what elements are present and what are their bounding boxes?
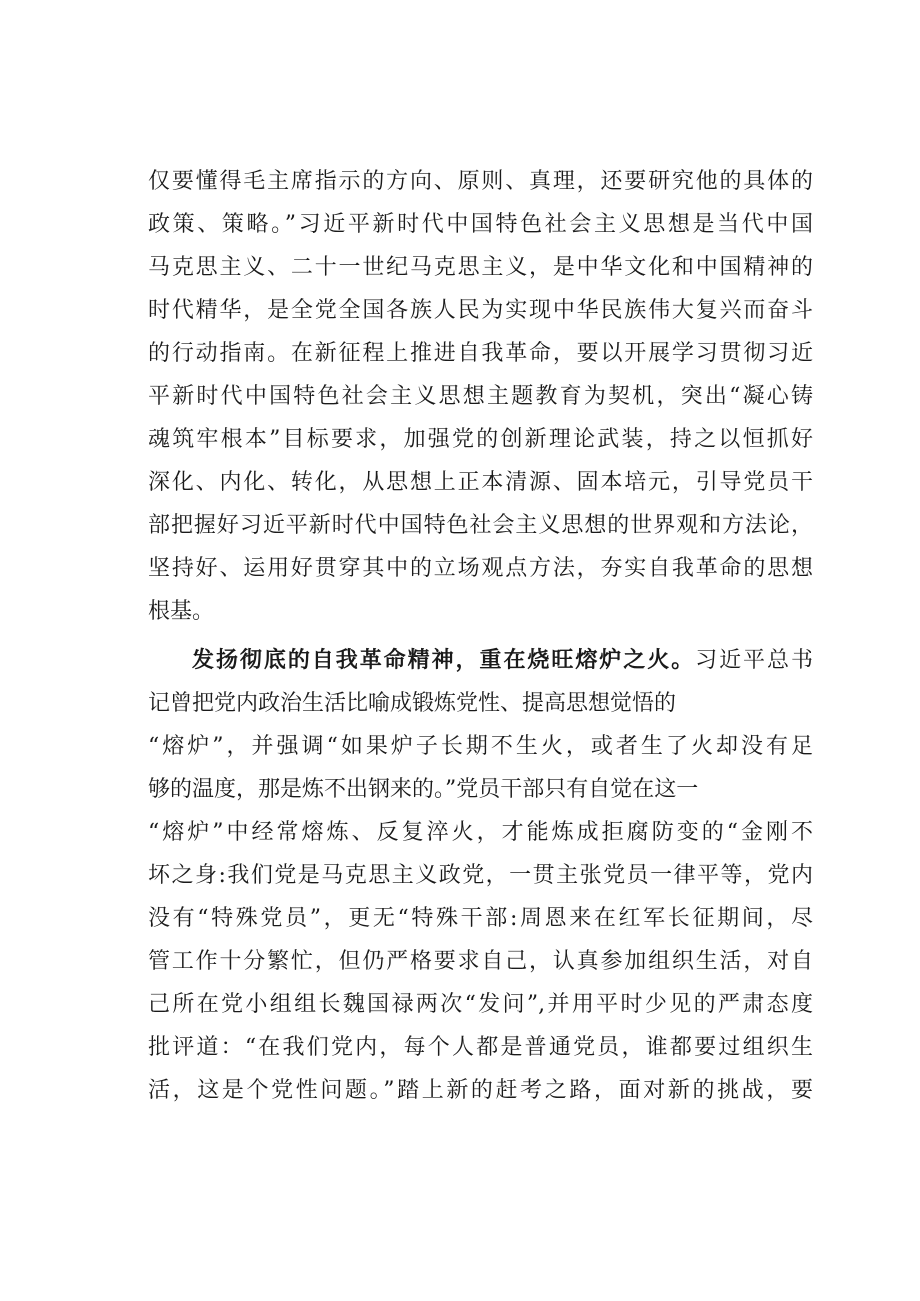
text-line: “熔炉”中经常熔炼、反复淬火，才能炼成拒腐防变的“金刚不 xyxy=(148,820,813,845)
paragraph xyxy=(148,639,813,1112)
paragraph xyxy=(148,160,813,633)
text-line: 深化、内化、转化，从思想上正本清源、固本培元，引导党员干 xyxy=(148,470,813,495)
text-line: 的行动指南。在新征程上推进自我革命，要以开展学习贯彻习近 xyxy=(148,341,813,366)
text-line: “熔炉”，并强调“如果炉子长期不生火，或者生了火却没有足 xyxy=(148,734,813,759)
paragraph-heading: 发扬彻底的自我革命精神，重在烧旺熔炉之火。 xyxy=(192,648,696,673)
text-line: 记曾把党内政治生活比喻成锻炼党性、提高思想觉悟的 xyxy=(148,691,677,716)
text-line: 根基。 xyxy=(148,599,215,624)
text-line: 平新时代中国特色社会主义思想主题教育为契机，突出“凝心铸 xyxy=(148,384,813,409)
text-line: 批评道：“在我们党内，每个人都是普通党员，谁都要过组织生 xyxy=(148,1035,813,1060)
paragraph-first-line xyxy=(148,639,813,682)
text-line: 部把握好习近平新时代中国特色社会主义思想的世界观和方法论， xyxy=(148,513,813,538)
text-line: 够的温度，那是炼不出钢来的。”党员干部只有自觉在这一 xyxy=(148,777,699,802)
text-line: 时代精华，是全党全国各族人民为实现中华民族伟大复兴而奋斗 xyxy=(148,298,813,323)
text-line: 没有“特殊党员”，更无“特殊干部:周恩来在红军长征期间，尽 xyxy=(148,906,813,931)
text-line: 坚持好、运用好贯穿其中的立场观点方法，夯实自我革命的思想 xyxy=(148,556,813,581)
document-body xyxy=(148,160,813,1112)
text-line: 仅要懂得毛主席指示的方向、原则、真理，还要研究他的具体的 xyxy=(148,169,813,194)
text-line: 魂筑牢根本”目标要求，加强党的创新理论武装，持之以恒抓好 xyxy=(148,427,813,452)
text-line: 政策、策略。”习近平新时代中国特色社会主义思想是当代中国 xyxy=(148,212,813,237)
text-line: 己所在党小组组长魏国禄两次“发问”,并用平时少见的严肃态度 xyxy=(148,992,813,1017)
text-line: 活，这是个党性问题。”踏上新的赶考之路，面对新的挑战，要 xyxy=(148,1078,813,1103)
text-line: 管工作十分繁忙，但仍严格要求自己，认真参加组织生活，对自 xyxy=(148,949,813,974)
text-line: 坏之身:我们党是马克思主义政党，一贯主张党员一律平等，党内 xyxy=(148,863,813,888)
text-fragment: 习近平总书 xyxy=(695,648,813,673)
text-line: 马克思主义、二十一世纪马克思主义，是中华文化和中国精神的 xyxy=(148,255,813,280)
